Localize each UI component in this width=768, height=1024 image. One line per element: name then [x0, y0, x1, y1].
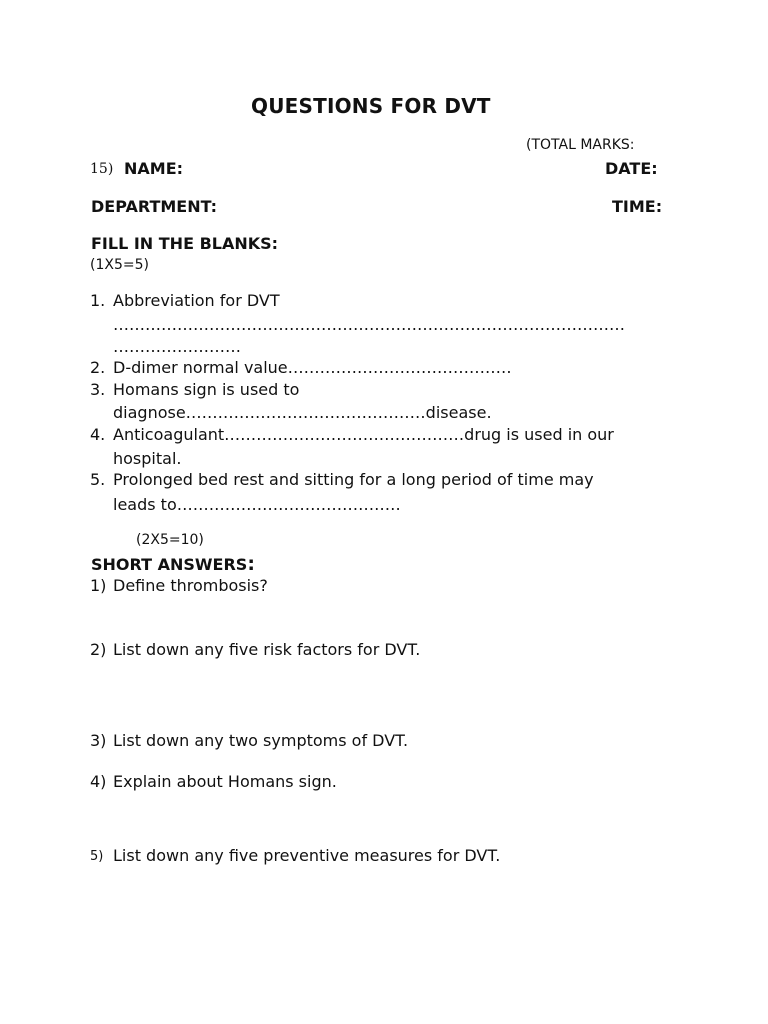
short-answer-question: Explain about Homans sign. — [113, 772, 337, 791]
total-marks-label: (TOTAL MARKS: — [526, 137, 635, 153]
blank-item-text: Abbreviation for DVT — [113, 291, 280, 310]
blank-item-text: diagnose………………………………………disease. — [113, 403, 492, 422]
short-answer-number: 3) — [90, 731, 107, 750]
short-answers-heading-text: SHORT ANSWERS — [91, 555, 248, 574]
short-answer-number: 1) — [90, 576, 107, 595]
short-answer-number: 2) — [90, 640, 107, 659]
blank-item-text: D-dimer normal value…………………………………… — [113, 358, 512, 377]
total-marks-value: 15) — [90, 161, 114, 177]
blank-item-text: hospital. — [113, 449, 182, 468]
fill-blanks-marks: (1X5=5) — [90, 257, 149, 273]
blank-item-text: Prolonged bed rest and sitting for a long period of time may — [113, 470, 594, 489]
short-answer-question: List down any five preventive measures for DVT. — [113, 846, 501, 865]
blank-item-number: 3. — [90, 380, 106, 399]
page-title: QUESTIONS FOR DVT — [251, 94, 491, 118]
fill-blanks-heading: FILL IN THE BLANKS: — [91, 234, 279, 253]
blank-item-text: Homans sign is used to — [113, 380, 300, 399]
blank-item-number: 2. — [90, 358, 106, 377]
short-answer-question: List down any five risk factors for DVT. — [113, 640, 421, 659]
blank-item-text: …………………………………………………………………………………… — [113, 315, 625, 334]
short-answers-heading-colon: : — [247, 553, 255, 575]
short-answer-number: 4) — [90, 772, 107, 791]
short-answer-question: List down any two symptoms of DVT. — [113, 731, 409, 750]
blank-item-text: Anticoagulant………………………………………drug is used in our — [113, 425, 614, 444]
blank-item-number: 4. — [90, 425, 106, 444]
blank-item-number: 1. — [90, 291, 106, 310]
name-field-label: NAME: — [124, 159, 184, 178]
blank-item-number: 5. — [90, 470, 106, 489]
short-answer-question: Define thrombosis? — [113, 576, 268, 595]
short-answer-number: 5) — [90, 849, 104, 864]
department-field-label: DEPARTMENT: — [91, 197, 218, 216]
short-answers-heading — [91, 553, 255, 575]
time-field-label: TIME: — [612, 197, 663, 216]
blank-item-text: …………………… — [113, 337, 241, 356]
short-answers-marks: (2X5=10) — [136, 532, 204, 548]
blank-item-text: leads to…………………………………… — [113, 495, 401, 514]
date-field-label: DATE: — [605, 159, 658, 178]
